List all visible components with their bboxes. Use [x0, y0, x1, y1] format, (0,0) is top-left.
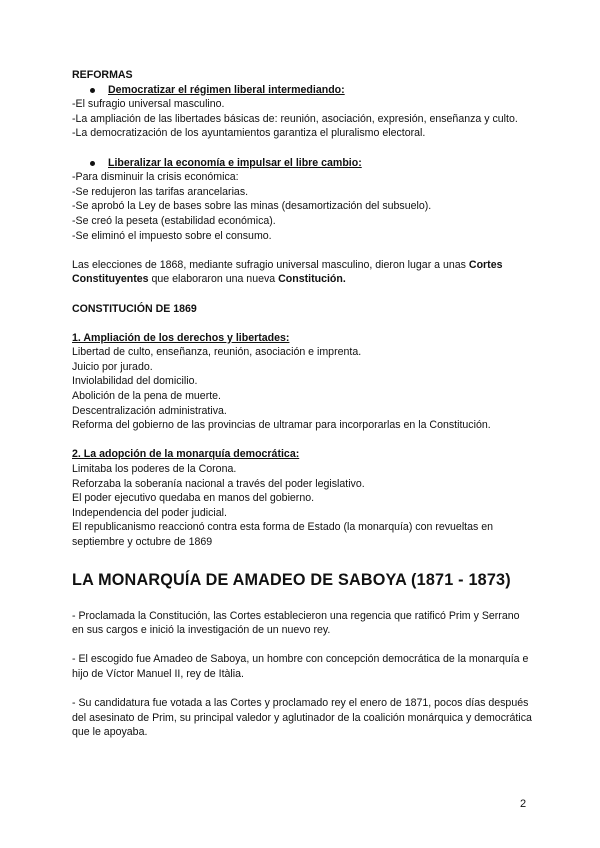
derecho-line: Inviolabilidad del domicilio. [72, 375, 198, 388]
amadeo-title: LA MONARQUÍA DE AMADEO DE SABOYA (1871 - 1873) [72, 570, 511, 589]
section-2-title: 2. La adopción de la monarquía democrática: [72, 448, 300, 461]
monarquia-line: El poder ejecutivo quedaba en manos del gobierno. [72, 492, 315, 505]
reforma-line: -Se creó la peseta (estabilidad económica). [72, 214, 276, 227]
monarquia-line: El republicanismo reaccionó contra esta forma de Estado (la monarquía) con revueltas en septiembre y octubre de 1869 [72, 521, 494, 548]
amadeo-paragraph: - Su candidatura fue votada a las Cortes y proclamado rey el enero de 1871, pocos días después del asesinato de Prim, su principal valedor y aglutinador de la coalición monárquica y democrática que le apoyaba. [72, 697, 532, 739]
derecho-line: Libertad de culto, enseñanza, reunión, asociación e imprenta. [72, 346, 362, 359]
monarquia-line: Reforzaba la soberanía nacional a través del poder legislativo. [72, 477, 365, 490]
reforma-line: -La ampliación de las libertades básicas de: reunión, asociación, expresión, enseñanza y culto. [72, 112, 518, 125]
monarquia-line: Independencia del poder judicial. [72, 506, 227, 519]
reforma-line: -Se aprobó la Ley de bases sobre las minas (desamortización del subsuelo). [72, 200, 432, 213]
bullet-dot-icon [90, 88, 95, 93]
page-number: 2 [520, 798, 527, 810]
derecho-line: Abolición de la pena de muerte. [72, 390, 222, 403]
bullet-dot-icon [90, 161, 95, 166]
elecciones-paragraph [72, 258, 532, 287]
constitucion-heading: CONSTITUCIÓN DE 1869 [72, 302, 197, 315]
derecho-line: Juicio por jurado. [72, 360, 153, 373]
section-1-title: 1. Ampliación de los derechos y libertades: [72, 331, 290, 344]
reforma-line: -Se redujeron las tarifas arancelarias. [72, 185, 249, 198]
bullet-liberalizar [72, 156, 532, 171]
document-page [72, 68, 532, 740]
reforma-line: -Para disminuir la crisis económica: [72, 171, 239, 184]
cortes-constituyentes-bold: Cortes Constituyentes [72, 258, 503, 286]
constitucion-bold: Constitución. [278, 273, 346, 286]
amadeo-paragraph: - El escogido fue Amadeo de Saboya, un hombre con concepción democrática de la monarquía e hijo de Víctor Manuel II, rey de Itàlia. [72, 653, 529, 680]
elecciones-text: que elaboraron una nueva [148, 273, 279, 286]
bullet-democratizar-title: Democratizar el régimen liberal intermediando: [108, 83, 345, 96]
reforma-line: -El sufragio universal masculino. [72, 98, 225, 111]
bullet-democratizar [72, 83, 532, 98]
amadeo-paragraph: - Proclamada la Constitución, las Cortes establecieron una regencia que ratificó Prim y Serrano en sus cargos e inició la investigación de un nuevo rey. [72, 609, 520, 637]
reforma-line: -La democratización de los ayuntamientos garantiza el pluralismo electoral. [72, 127, 426, 140]
reformas-heading: REFORMAS [72, 69, 133, 81]
elecciones-text: Las elecciones de 1868, mediante sufragio universal masculino, dieron lugar a unas [72, 258, 469, 271]
bullet-liberalizar-title: Liberalizar la economía e impulsar el libre cambio: [108, 156, 362, 169]
derecho-line: Descentralización administrativa. [72, 404, 227, 417]
derecho-line: Reforma del gobierno de las provincias de ultramar para incorporarlas en la Constitución. [72, 419, 491, 432]
reforma-line: -Se eliminó el impuesto sobre el consumo. [72, 229, 272, 242]
monarquia-line: Limitaba los poderes de la Corona. [72, 463, 237, 476]
